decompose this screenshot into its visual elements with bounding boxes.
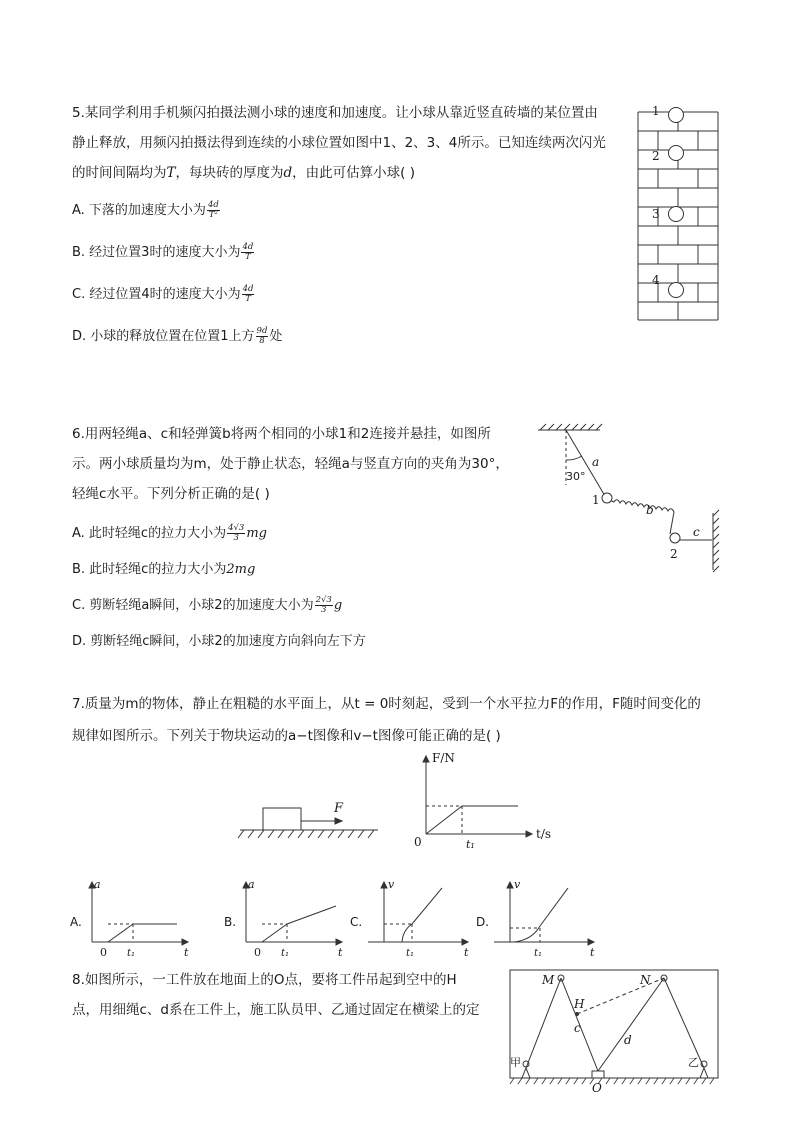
svg-text:F/N: F/N [432,751,455,765]
svg-text:0: 0 [414,835,422,849]
fraction: $\frac{4√3}{3}$ [228,523,245,543]
force-ramp [426,806,462,834]
q5-option-a[interactable]: A. 下落的加速度大小为 $\frac{4d}{\text{T²}}$ [72,200,219,220]
svg-text:d: d [624,1033,632,1047]
svg-text:a: a [94,878,101,891]
svg-text:b: b [646,503,654,517]
q8-line-2: 点，用细绳c、d系在工件上，施工队员甲、乙通过固定在横梁上的定 [72,1002,480,1018]
svg-text:A.: A. [70,915,82,929]
svg-text:H: H [574,997,585,1011]
q7-option-d-graph[interactable] [476,876,601,962]
crane-figure [508,968,722,1095]
svg-text:甲: 甲 [510,1056,521,1069]
fraction: $\frac{4d}{T}$ [242,284,254,304]
workpiece [592,1071,604,1078]
ball-position-4 [669,283,684,298]
svg-text:D.: D. [476,915,490,929]
svg-text:t: t [590,946,595,959]
svg-text:t₁: t₁ [534,948,543,959]
block [263,808,301,830]
q5-line-2: 静止释放，用频闪拍摄法得到连续的小球位置如图中1、2、3、4所示。已知连续两次闪光 [72,135,606,151]
svg-text:3: 3 [652,207,660,221]
fraction: $\frac{4d}{\text{T²}}$ [207,200,219,220]
ball-1 [602,493,612,503]
ball-2 [670,533,680,543]
fraction: $\frac{9d}{8}$ [256,326,268,346]
ball-position-1 [669,108,684,123]
spring-b [609,500,674,534]
block-force-figure [236,796,381,846]
brick-wall-figure [630,98,726,324]
svg-text:t: t [464,946,469,959]
q7-option-b-graph[interactable] [224,876,349,962]
svg-text:1: 1 [592,493,600,507]
svg-text:1: 1 [652,104,660,118]
spring-rope-figure [530,420,730,580]
svg-text:O: O [592,1081,602,1095]
q5-option-c[interactable]: C. 经过位置4时的速度大小为 $\frac{4d}{T}$ [72,284,254,304]
q5-line-1: 5.某同学利用手机频闪拍摄法测小球的速度和加速度。让小球从靠近竖直砖墙的某位置由 [72,105,598,121]
svg-text:t₁: t₁ [406,948,415,959]
fraction: $\frac{4d}{T}$ [242,242,254,262]
q7-line-1: 7.质量为m的物体，静止在粗糙的水平面上，从t = 0时刻起，受到一个水平拉力F的作用，F随时间变化的 [72,696,701,712]
svg-text:4: 4 [652,273,660,287]
svg-text:F: F [334,801,344,816]
q5-option-b[interactable]: B. 经过位置3时的速度大小为 $\frac{4d}{T}$ [72,242,254,262]
svg-text:B.: B. [224,915,237,929]
q6-option-a[interactable]: A. 此时轻绳c的拉力大小为 $\frac{4√3}{3}$ mg [72,523,267,543]
svg-text:c: c [693,525,700,539]
svg-text:t₁: t₁ [127,948,136,959]
ball-position-3 [669,207,684,222]
ball-position-2 [669,146,684,161]
q7-option-a-graph[interactable] [70,876,195,962]
svg-text:2: 2 [670,547,678,561]
svg-text:t: t [338,946,343,959]
q5-line-3: 的时间间隔均为T，每块砖的厚度为d，由此可估算小球( ) [72,165,415,181]
svg-text:t/s: t/s [536,827,552,841]
q6-line-1: 6.用两轻绳a、c和轻弹簧b将两个相同的小球1和2连接并悬挂，如图所 [72,426,491,442]
q6-option-c[interactable]: C. 剪断轻绳a瞬间，小球2的加速度大小为 $\frac{2√3}{3}$ g [72,595,343,615]
svg-text:0: 0 [100,946,107,959]
q6-option-d[interactable]: D. 剪断轻绳c瞬间，小球2的加速度方向斜向左下方 [72,634,366,649]
svg-text:N: N [640,973,651,987]
q6-line-3: 轻绳c水平。下列分析正确的是( ) [72,486,270,502]
svg-text:t: t [184,946,189,959]
svg-text:t₁: t₁ [466,838,475,851]
q5-option-d[interactable]: D. 小球的释放位置在位置1上方 $\frac{9d}{8}$ 处 [72,326,283,346]
svg-text:M: M [542,973,555,987]
force-time-graph [410,750,552,860]
q7-option-c-graph[interactable] [350,876,475,962]
svg-text:c: c [574,1021,581,1035]
q8-line-1: 8.如图所示，一工件放在地面上的O点，要将工件吊起到空中的H [72,972,457,988]
svg-text:乙: 乙 [688,1056,699,1069]
svg-text:a: a [248,878,255,891]
svg-text:C.: C. [350,915,363,929]
q7-line-2: 规律如图所示。下列关于物块运动的a−t图像和v−t图像可能正确的是( ) [72,728,501,744]
svg-text:30°: 30° [566,470,586,483]
q6-option-b[interactable]: B. 此时轻绳c的拉力大小为2mg [72,562,256,577]
svg-text:a: a [592,455,600,469]
fraction: $\frac{2√3}{3}$ [315,595,332,615]
svg-text:v: v [514,878,521,891]
q6-line-2: 示。两小球质量均为m，处于静止状态，轻绳a与竖直方向的夹角为30°， [72,456,509,472]
svg-text:v: v [388,878,395,891]
svg-text:0: 0 [254,946,261,959]
point-h [575,1012,579,1016]
svg-text:t₁: t₁ [281,948,290,959]
svg-text:2: 2 [652,149,660,163]
